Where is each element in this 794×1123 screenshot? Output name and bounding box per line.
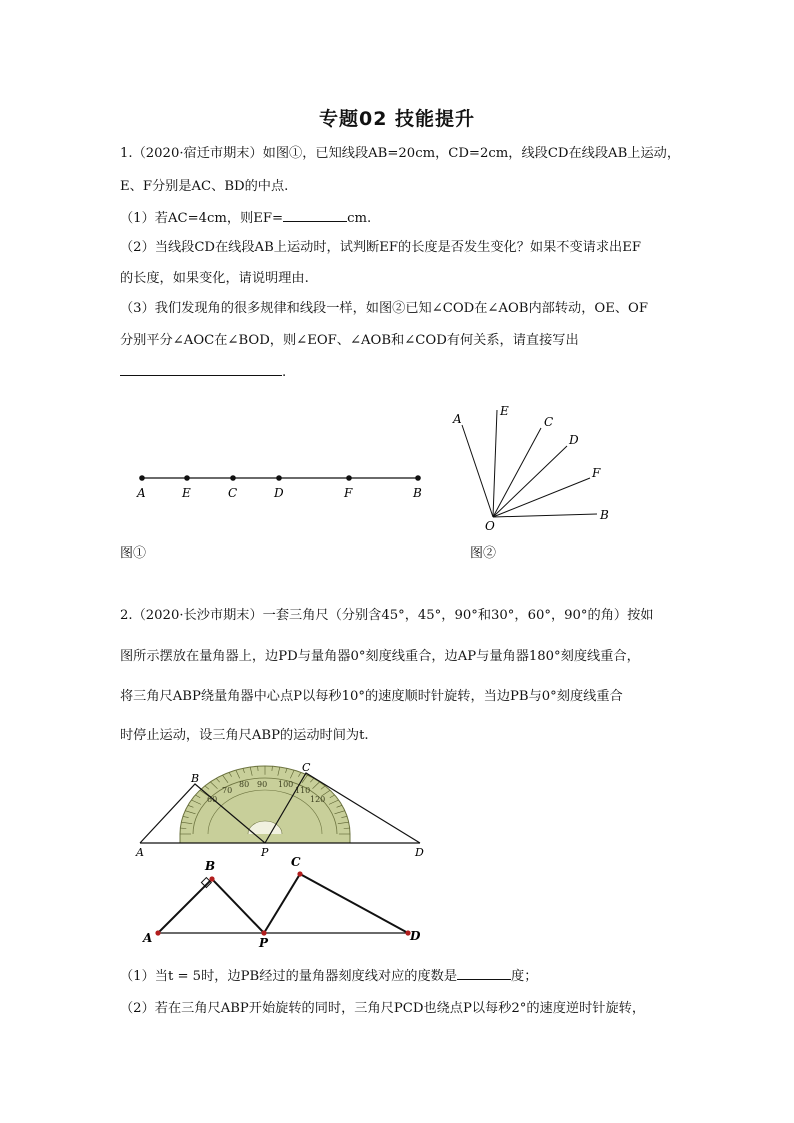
- q2-part1: [120, 966, 537, 986]
- point-c: [230, 475, 236, 481]
- q1-line-6: （3）我们发现角的很多规律和线段一样，如图②已知∠COD在∠AOB内部转动，OE、OF: [120, 301, 649, 316]
- point-f: [346, 475, 352, 481]
- q1-line-2: E、F分别是AC、BD的中点.: [120, 179, 289, 194]
- mark-110: 110: [295, 786, 311, 795]
- q2-line-3: 将三角尺ABP绕量角器中心点P以每秒10°的速度顺时针旋转，当边PB与0°刻度线重合: [120, 689, 623, 704]
- label-f: F: [344, 486, 353, 500]
- fig4-label-d: D: [410, 929, 421, 943]
- q2-part1-unit: 度；: [511, 969, 538, 984]
- page-title: 专题02 技能提升: [318, 108, 476, 130]
- ray-label-d: D: [569, 433, 579, 447]
- fig4-point-b: [209, 876, 214, 881]
- q1-part3-period: .: [282, 365, 287, 380]
- figure-3-protractor: [130, 760, 430, 860]
- figure-2-caption: 图②: [470, 546, 497, 561]
- ray-label-c: C: [544, 415, 554, 429]
- label-b: B: [413, 486, 422, 500]
- label-e: E: [182, 486, 191, 500]
- q2-line-4: 时停止运动，设三角尺ABP的运动时间为t.: [120, 728, 369, 743]
- q1-line-1: 1.（2020·宿迁市期末）如图①，已知线段AB=20cm，CD=2cm，线段CD在线段AB上运动，: [120, 146, 681, 161]
- q1-line-5: 的长度，如果变化，请说明理由.: [120, 271, 309, 286]
- point-d: [276, 475, 282, 481]
- figure-4-set-squares: [140, 852, 430, 952]
- fig4-label-b: B: [205, 859, 216, 873]
- q1-line-3: [120, 208, 371, 228]
- q1-answer-blank[interactable]: [283, 208, 347, 222]
- mark-120: 120: [310, 795, 326, 804]
- q2-part2: （2）若在三角尺ABP开始旋转的同时，三角尺PCD也绕点P以每秒2°的速度逆时针旋转，: [120, 1001, 646, 1016]
- ray-label-a: A: [453, 412, 462, 426]
- label-d: D: [274, 486, 284, 500]
- q2-line-2: 图所示摆放在量角器上，边PD与量角器0°刻度线重合，边AP与量角器180°刻度线重合，: [120, 649, 640, 664]
- q2-part1-text: （1）当t = 5时，边PB经过的量角器刻度线对应的度数是: [120, 969, 458, 984]
- mark-90: 90: [257, 780, 268, 789]
- fig3-label-c: C: [302, 761, 311, 774]
- mark-100: 100: [278, 780, 294, 789]
- fig4-label-p: P: [259, 936, 269, 950]
- q2-answer-blank[interactable]: [457, 966, 511, 980]
- figure-1-caption: 图①: [120, 546, 147, 561]
- fig4-point-c: [297, 871, 302, 876]
- mark-70: 70: [222, 786, 233, 795]
- fig3-label-b: B: [191, 772, 200, 785]
- q2-line-1: 2.（2020·长沙市期末）一套三角尺（分别含45°，45°，90°和30°，60°，90°的角）按如: [120, 608, 654, 623]
- ray-label-f: F: [592, 466, 601, 480]
- point-e: [184, 475, 190, 481]
- q1-line-4: （2）当线段CD在线段AB上运动时，试判断EF的长度是否发生变化？如果不变请求出EF: [120, 240, 642, 255]
- point-b: [415, 475, 421, 481]
- ray-label-e: E: [500, 404, 509, 418]
- mark-60: 60: [207, 795, 218, 804]
- fig4-point-p: [261, 930, 266, 935]
- q1-part1-text: （1）若AC=4cm，则EF=: [120, 211, 284, 226]
- mark-80: 80: [239, 780, 250, 789]
- fig4-label-a: A: [143, 931, 153, 945]
- vertex-label-o: O: [485, 519, 495, 533]
- q1-part3-answer-blank[interactable]: [120, 362, 282, 376]
- fig3-label-a: A: [136, 846, 144, 859]
- q1-line-8: [120, 362, 286, 382]
- ray-label-b: B: [600, 508, 609, 522]
- point-a: [139, 475, 145, 481]
- figure-2-angles: [440, 400, 620, 535]
- q1-part1-unit: cm.: [347, 211, 372, 226]
- q1-line-7: 分别平分∠AOC在∠BOD，则∠EOF、∠AOB和∠COD有何关系，请直接写出: [120, 333, 579, 348]
- fig4-point-a: [155, 930, 160, 935]
- fig3-label-d: D: [415, 846, 424, 859]
- fig3-label-p: P: [261, 846, 269, 859]
- fig4-label-c: C: [291, 855, 301, 869]
- figure-1-segment: [130, 465, 430, 505]
- label-a: A: [137, 486, 146, 500]
- label-c: C: [228, 486, 238, 500]
